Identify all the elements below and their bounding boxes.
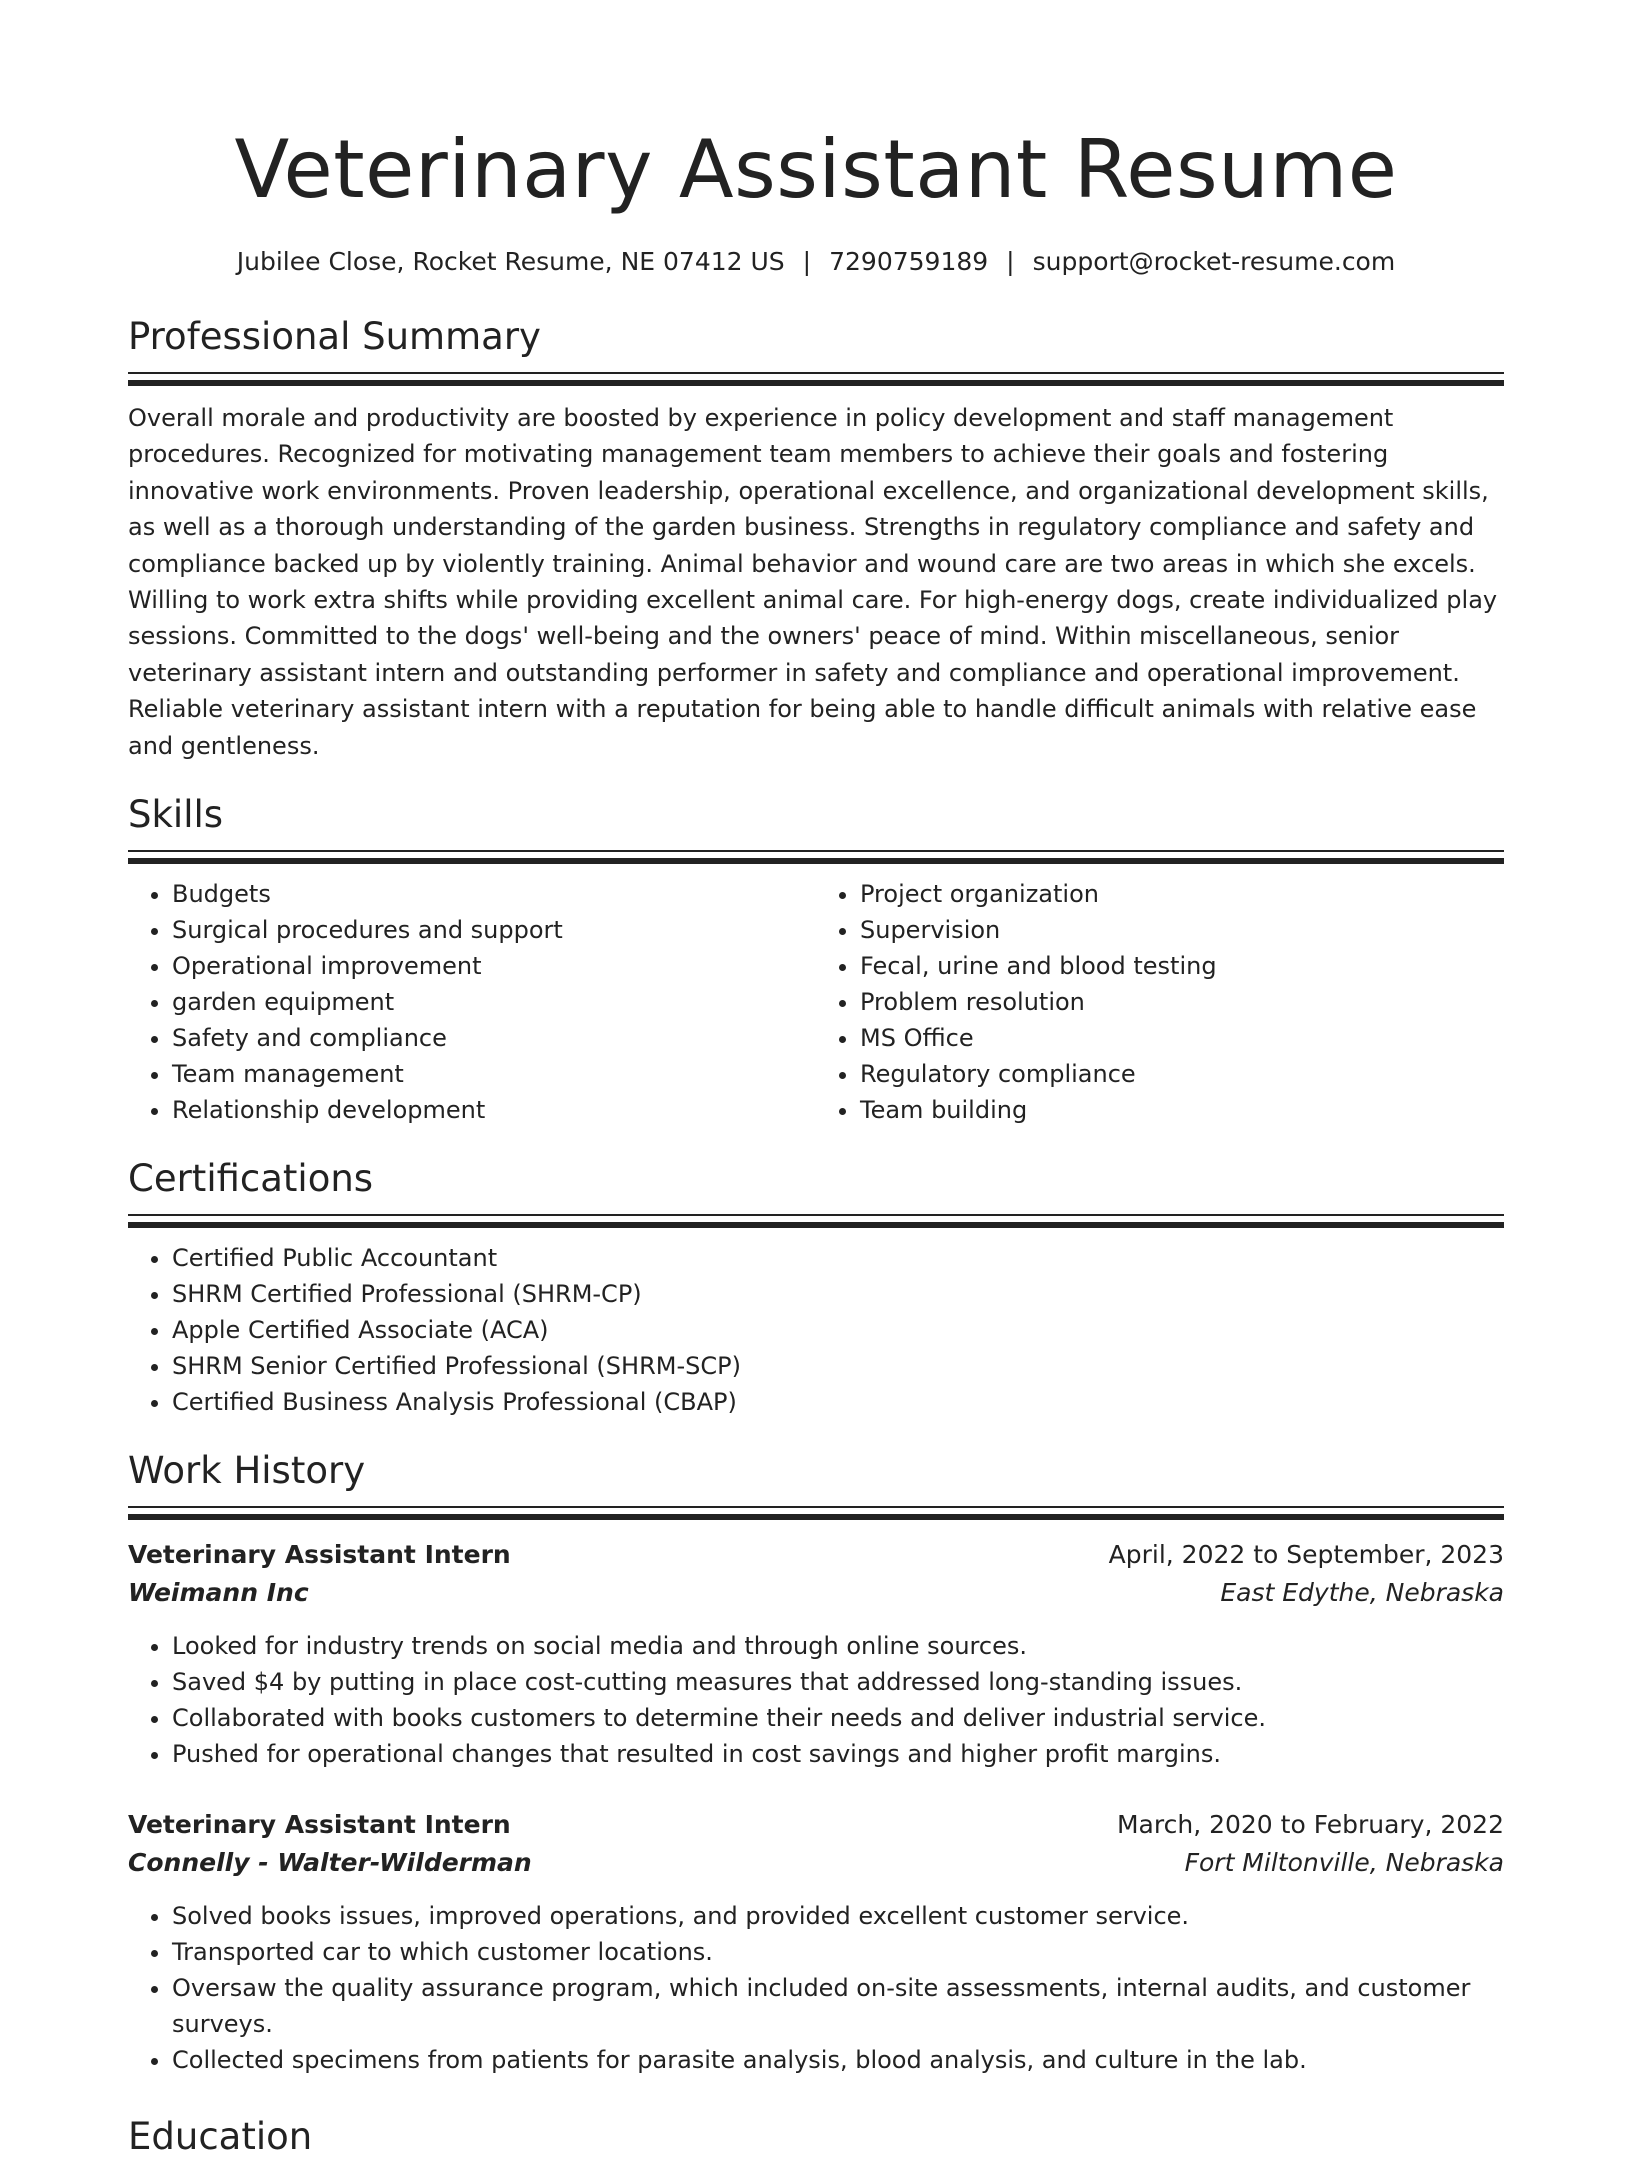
job-bullets [128, 1628, 1504, 1772]
job-entry [128, 1806, 1504, 2078]
skill-item: • Problem resolution [860, 984, 1504, 1020]
skill-item: • Regulatory compliance [860, 1056, 1504, 1092]
job-header-row [128, 1536, 1504, 1574]
job-company: Connelly - Walter-Wilderman [128, 1848, 532, 1878]
summary-text: Overall morale and productivity are boosted by experience in policy development and staff management procedures. Recognized for motivating management team members to achieve their goals and fostering innovative work environments. Proven leadership, operational excellence, and organizational development skills, as well as a thorough understanding of the garden business. Strengths in regulatory compliance and safety and compliance backed up by violently training. Animal behavior and wound care are two areas in which she excels. Willing to work extra shifts while providing excellent animal care. For high-energy dogs, create individualized play sessions. Committed to the dogs' well-being and the owners' peace of mind. Within miscellaneous, senior veterinary assistant intern and outstanding performer in safety and compliance and operational improvement. Reliable veterinary assistant intern with a reputation for being able to handle difficult animals with relative ease and gentleness. [128, 404, 1498, 760]
job-dates: March, 2020 to February, 2022 [1116, 1810, 1504, 1840]
skills-heading: Skills [128, 793, 224, 837]
skills-grid [128, 876, 1504, 1128]
contact-email: support@rocket-resume.com [1032, 247, 1396, 276]
job-bullet: • Transported car to which customer locations. [172, 1934, 1504, 1970]
certifications-heading: Certifications [128, 1157, 374, 1201]
job-bullet: • Collected specimens from patients for parasite analysis, blood analysis, and culture in the lab. [172, 2042, 1504, 2078]
job-bullets [128, 1898, 1504, 2078]
section-divider [128, 1214, 1504, 1228]
work-history-heading: Work History [128, 1449, 366, 1493]
skill-item: • Relationship development [172, 1092, 816, 1128]
skill-item: • Surgical procedures and support [172, 912, 816, 948]
certifications-list [128, 1240, 1504, 1420]
summary-heading: Professional Summary [128, 315, 541, 358]
contact-line [128, 246, 1504, 278]
skill-item: • MS Office [860, 1020, 1504, 1056]
resume-title: Veterinary Assistant Resume [234, 123, 1398, 216]
contact-phone: 7290759189 [829, 247, 989, 276]
skill-item: • Budgets [172, 876, 816, 912]
job-location: Fort Miltonville, Nebraska [1184, 1848, 1504, 1878]
contact-separator: | [802, 247, 812, 276]
summary-section [128, 314, 1504, 764]
certification-item: • Certified Business Analysis Professional (CBAP) [172, 1384, 1504, 1420]
job-location: East Edythe, Nebraska [1220, 1578, 1504, 1608]
job-subheader-row [128, 1574, 1504, 1612]
certification-item: • Certified Public Accountant [172, 1240, 1504, 1276]
job-bullet: • Saved $4 by putting in place cost-cutting measures that addressed long-standing issues. [172, 1664, 1504, 1700]
job-entry [128, 1536, 1504, 1772]
skill-item: • Fecal, urine and blood testing [860, 948, 1504, 984]
job-company: Weimann Inc [128, 1578, 309, 1608]
skill-item: • Safety and compliance [172, 1020, 816, 1056]
certification-item: • Apple Certified Associate (ACA) [172, 1312, 1504, 1348]
skill-item: • Supervision [860, 912, 1504, 948]
job-bullet: • Collaborated with books customers to determine their needs and deliver industrial service. [172, 1700, 1504, 1736]
certification-item: • SHRM Certified Professional (SHRM-CP) [172, 1276, 1504, 1312]
job-title: Veterinary Assistant Intern [128, 1810, 511, 1840]
job-bullet: • Solved books issues, improved operations, and provided excellent customer service. [172, 1898, 1504, 1934]
skill-item: • Operational improvement [172, 948, 816, 984]
skills-list-right [816, 876, 1504, 1128]
section-divider [128, 372, 1504, 386]
skill-item: • Team management [172, 1056, 816, 1092]
education-heading: Education [128, 2115, 313, 2159]
section-divider [128, 1506, 1504, 1520]
skill-item: • Team building [860, 1092, 1504, 1128]
skill-item: • Project organization [860, 876, 1504, 912]
skills-list-left [128, 876, 816, 1128]
contact-address: Jubilee Close, Rocket Resume, NE 07412 US [236, 247, 785, 276]
job-subheader-row [128, 1844, 1504, 1882]
skill-item: • garden equipment [172, 984, 816, 1020]
job-header-row [128, 1806, 1504, 1844]
certifications-section [128, 1156, 1504, 1420]
work-history-section [128, 1448, 1504, 2078]
job-bullet: • Oversaw the quality assurance program, which included on-site assessments, internal audits, and customer surveys. [172, 1970, 1504, 2042]
skills-section [128, 792, 1504, 1128]
job-dates: April, 2022 to September, 2023 [1108, 1540, 1504, 1570]
contact-separator: | [1006, 247, 1015, 276]
section-divider [128, 850, 1504, 864]
job-bullet: • Pushed for operational changes that resulted in cost savings and higher profit margins. [172, 1736, 1504, 1772]
job-title: Veterinary Assistant Intern [128, 1540, 511, 1570]
job-bullet: • Looked for industry trends on social media and through online sources. [172, 1628, 1504, 1664]
certification-item: • SHRM Senior Certified Professional (SHRM-SCP) [172, 1348, 1504, 1384]
